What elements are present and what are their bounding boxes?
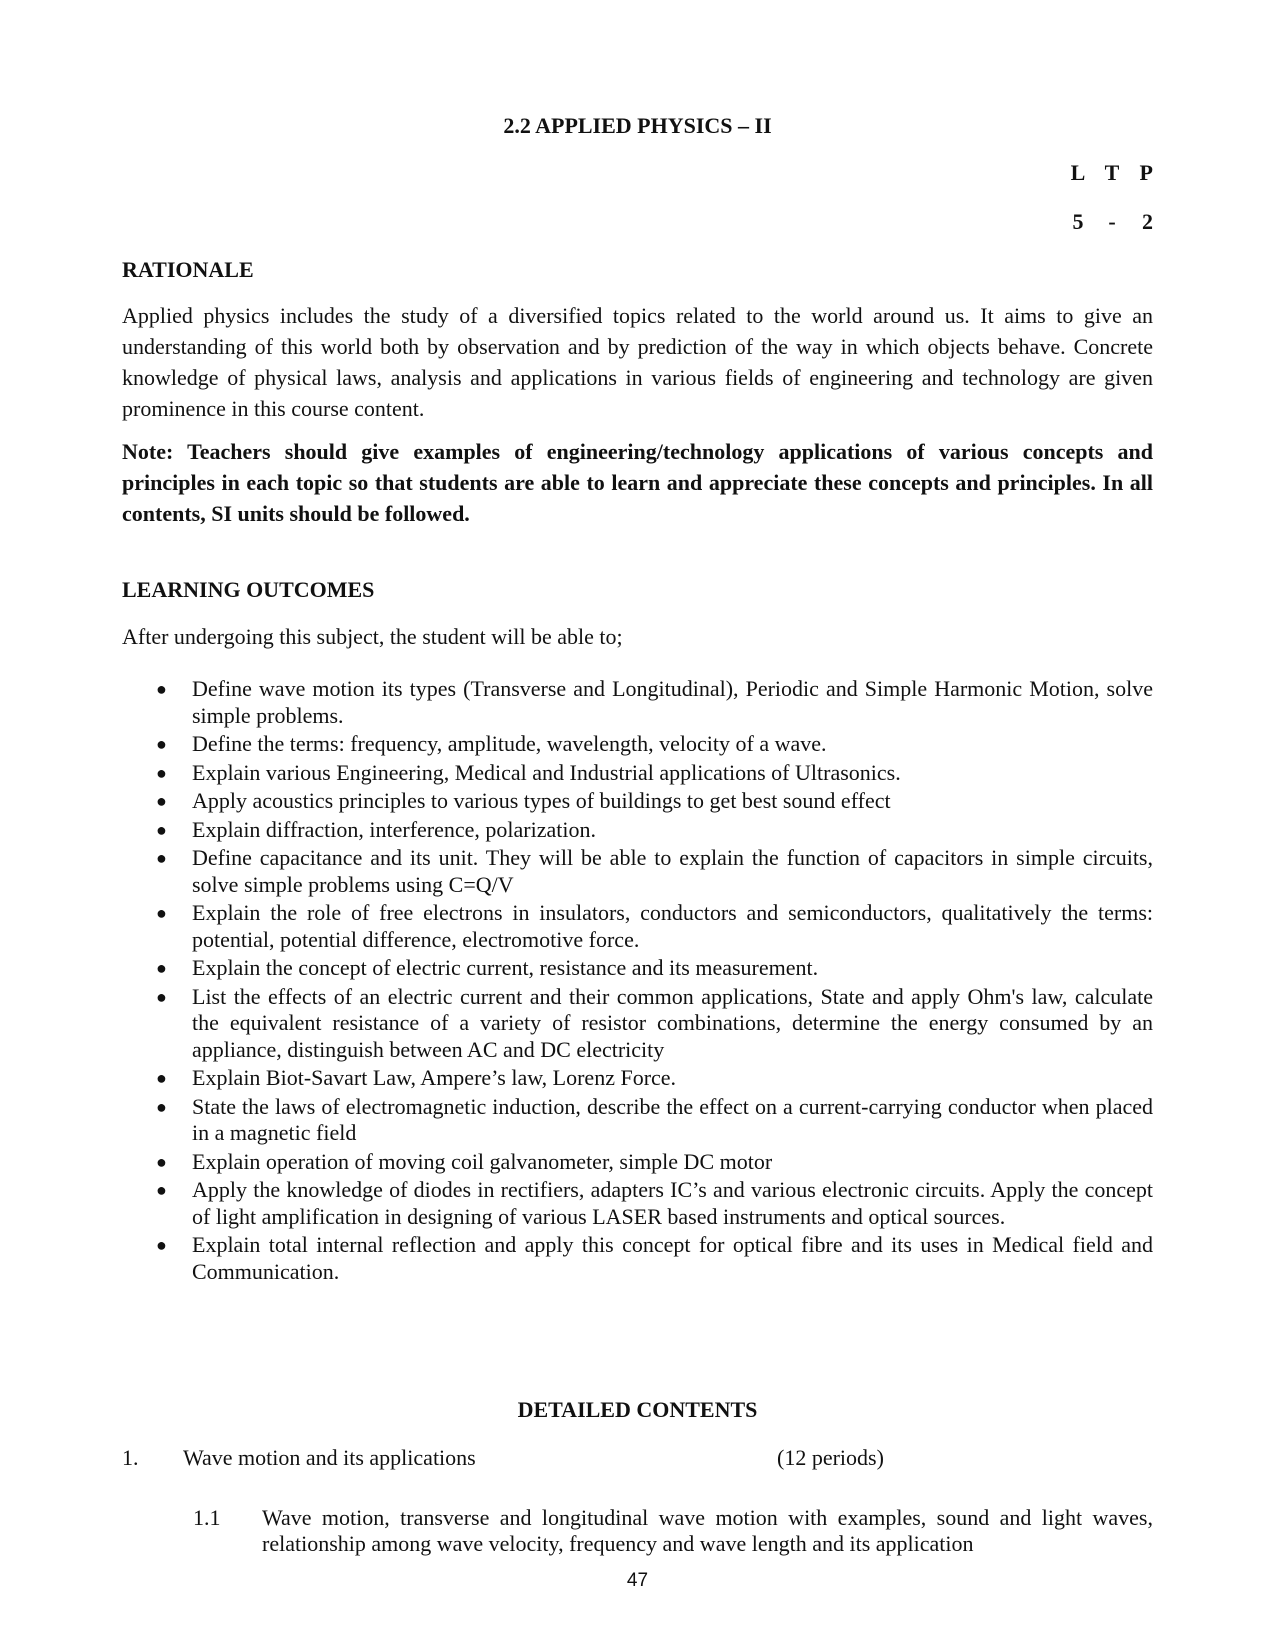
rationale-text: Applied physics includes the study of a diversified topics related to the world around us. It aims to give an understanding of this world both by observation and by prediction of the way in which objects behave. Concrete knowledge of physical laws, analysis and applications in various fields of engineering and technology are given prominence in this course content. — [122, 303, 1153, 421]
ltp-value-t: - — [1108, 209, 1116, 234]
section-title: Wave motion and its applications — [183, 1445, 476, 1470]
outcome-list-item — [150, 788, 1153, 815]
bullet-icon: ● — [156, 1151, 167, 1172]
bullet-icon: ● — [156, 1096, 167, 1117]
outcome-text: Explain various Engineering, Medical and Industrial applications of Ultrasonics. — [192, 759, 901, 785]
outcome-list-item — [150, 817, 1153, 844]
detailed-contents-heading: DETAILED CONTENTS — [517, 1397, 758, 1422]
subsection-text: Wave motion, transverse and longitudinal wave motion with examples, sound and light waves, relationship among wave velocity, frequency and wave length and its application — [262, 1505, 1153, 1556]
outcome-text: Explain Biot-Savart Law, Ampere’s law, Lorenz Force. — [192, 1065, 677, 1090]
learning-outcomes-list — [150, 676, 1153, 1287]
outcome-text: Explain the concept of electric current, resistance and its measurement. — [192, 955, 819, 980]
bullet-icon: ● — [156, 791, 167, 811]
outcome-list-item — [150, 1177, 1153, 1230]
outcome-text: State the laws of electromagnetic induction, describe the effect on a current-carrying conductor when placed in a magnetic field — [192, 1093, 1153, 1145]
subsection-number: 1.1 — [193, 1505, 221, 1530]
outcome-text: List the effects of an electric current and their common applications, State and apply Ohm's law, calculate the equivalent resistance of a variety of resistor combinations, determine the energy consumed by an appliance, distinguish between AC and DC electricity — [192, 983, 1153, 1062]
outcome-text: Explain operation of moving coil galvanometer, simple DC motor — [192, 1148, 773, 1174]
bullet-icon: ● — [156, 848, 167, 868]
bullet-icon: ● — [156, 734, 167, 754]
outcome-text: Define wave motion its types (Transverse and Longitudinal), Periodic and Simple Harmonic Motion, solve simple problems. — [192, 676, 1153, 728]
section-periods: (12 periods) — [777, 1445, 884, 1470]
ltp-value-p: 2 — [1142, 209, 1153, 234]
outcome-list-item — [150, 984, 1153, 1064]
bullet-icon: ● — [156, 679, 167, 699]
outcome-text: Explain the role of free electrons in insulators, conductors and semiconductors, qualitatively the terms: potential, potential difference, electromotive force. — [192, 900, 1153, 952]
ltp-header-row — [1061, 160, 1153, 186]
bullet-icon: ● — [156, 819, 167, 840]
teacher-note: Note: Teachers should give examples of engineering/technology applications of various concepts and principles in each topic so that students are able to learn and appreciate these concepts and principles. In all contents, SI units should be followed. — [122, 439, 1153, 526]
bullet-icon: ● — [156, 1180, 167, 1200]
outcome-text: Apply the knowledge of diodes in rectifiers, adapters IC’s and various electronic circuits. Apply the concept of light amplification in designing of various LASER based instruments and optical sources. — [192, 1177, 1153, 1229]
outcome-list-item — [150, 900, 1153, 953]
bullet-icon: ● — [156, 958, 167, 978]
outcome-list-item — [150, 731, 1153, 758]
outcome-list-item — [150, 1149, 1153, 1176]
bullet-icon: ● — [156, 762, 167, 783]
outcome-list-item — [150, 845, 1153, 898]
learning-outcomes-heading: LEARNING OUTCOMES — [122, 577, 375, 602]
page-title: 2.2 APPLIED PHYSICS – II — [503, 113, 772, 138]
ltp-value-l: 5 — [1072, 209, 1084, 234]
ltp-header-t: T — [1104, 160, 1120, 185]
outcome-text: Apply acoustics principles to various types of buildings to get best sound effect — [192, 788, 891, 813]
outcome-text: Explain diffraction, interference, polarization. — [192, 816, 596, 842]
outcome-list-item — [150, 1232, 1153, 1285]
outcome-list-item — [150, 1094, 1153, 1147]
bullet-icon: ● — [156, 1068, 167, 1088]
section-number: 1. — [122, 1445, 139, 1470]
outcome-text: Explain total internal reflection and apply this concept for optical fibre and its uses in Medical field and Communication. — [192, 1232, 1153, 1284]
page-number: 47 — [626, 1570, 649, 1591]
ltp-values-row — [1061, 209, 1153, 235]
outcome-list-item — [150, 676, 1153, 729]
ltp-header-p: P — [1139, 160, 1153, 185]
bullet-icon: ● — [156, 903, 167, 923]
outcome-text: Define the terms: frequency, amplitude, wavelength, velocity of a wave. — [192, 731, 827, 756]
outcome-list-item — [150, 760, 1153, 787]
outcome-list-item — [150, 1065, 1153, 1092]
outcome-list-item — [150, 955, 1153, 982]
learning-outcomes-intro: After undergoing this subject, the student will be able to; — [122, 624, 623, 649]
bullet-icon: ● — [156, 1235, 167, 1255]
ltp-header-l: L — [1070, 160, 1086, 185]
outcome-text: Define capacitance and its unit. They will be able to explain the function of capacitors in simple circuits, solve simple problems using C=Q/V — [192, 845, 1153, 897]
bullet-icon: ● — [156, 986, 167, 1007]
rationale-heading: RATIONALE — [122, 257, 254, 282]
